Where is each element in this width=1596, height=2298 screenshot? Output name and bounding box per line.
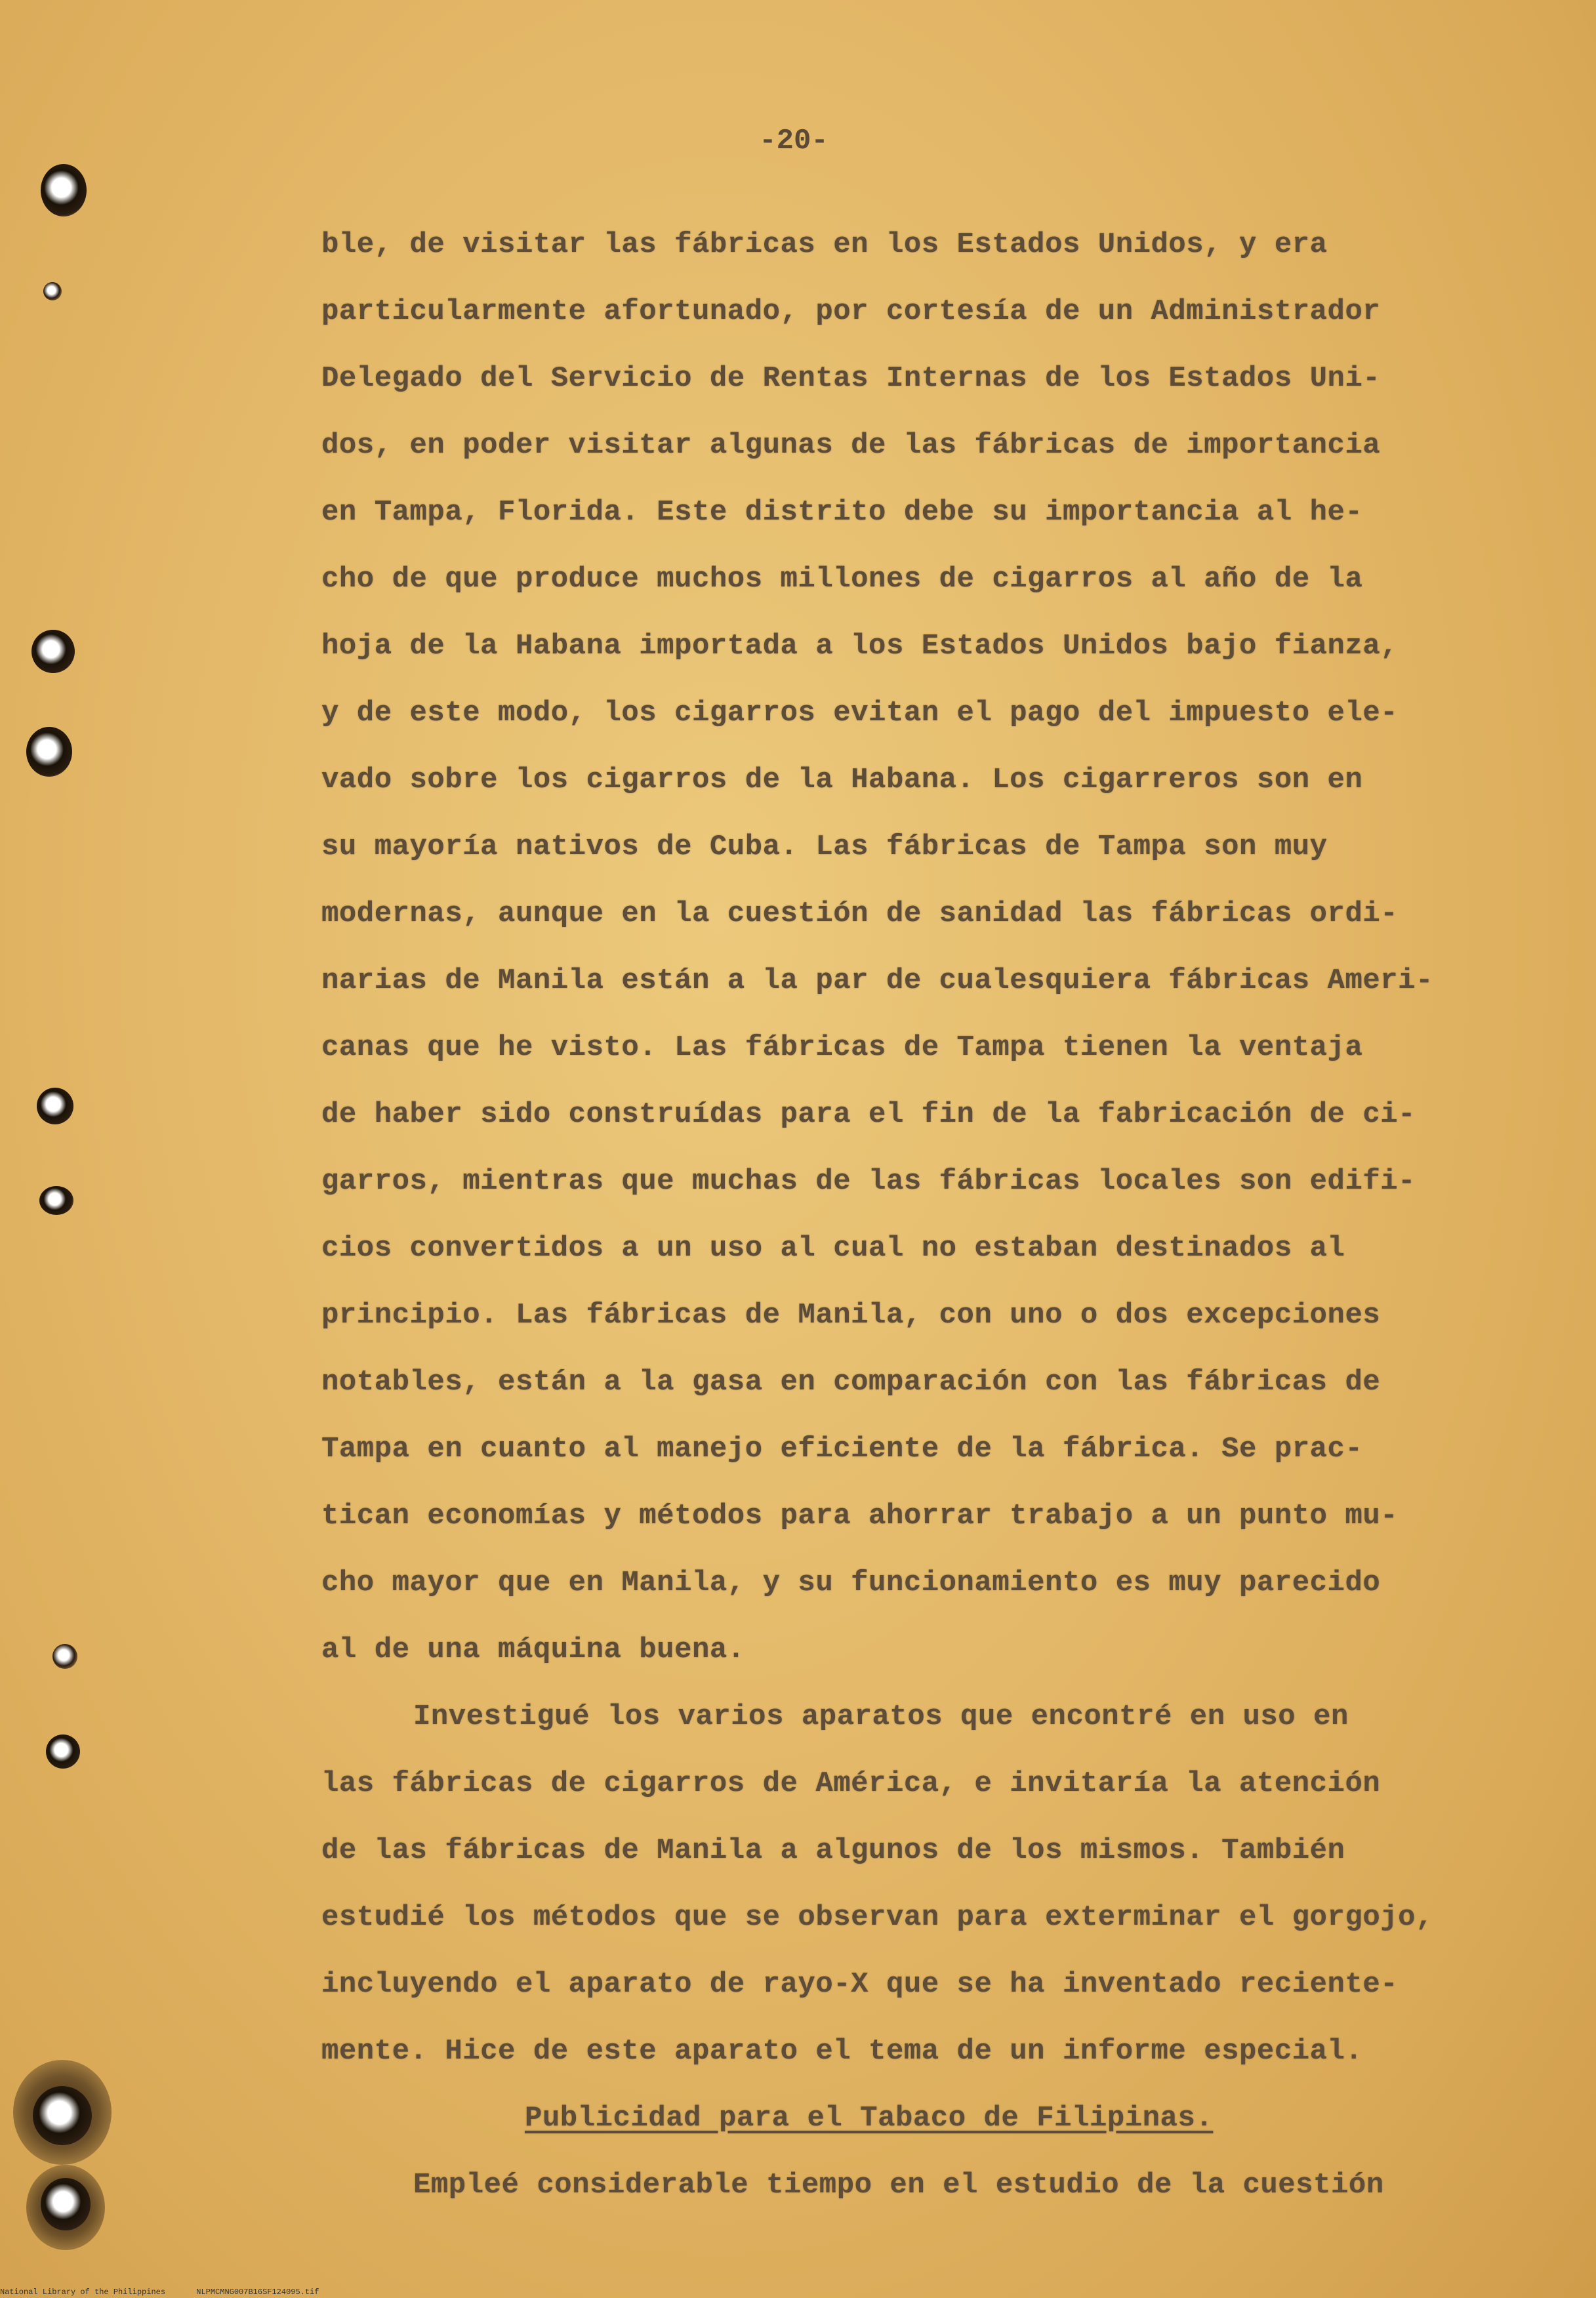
binder-hole — [33, 2086, 92, 2145]
binder-hole — [31, 630, 75, 673]
page-number: -20- — [759, 125, 829, 157]
text-line: cho mayor que en Manila, y su funcionamiento es muy parecido — [321, 1567, 1381, 1599]
text-line: canas que he visto. Las fábricas de Tampa tienen la ventaja — [321, 1031, 1363, 1064]
text-line: ble, de visitar las fábricas en los Estados Unidos, y era — [321, 228, 1328, 261]
text-line: notables, están a la gasa en comparación con las fábricas de — [321, 1366, 1381, 1399]
text-line: vado sobre los cigarros de la Habana. Los cigarreros son en — [321, 764, 1363, 796]
binder-hole — [46, 1734, 80, 1769]
text-line: Empleé considerable tiempo en el estudio de la cuestión — [413, 2169, 1384, 2202]
binder-hole — [41, 164, 87, 216]
footer-file-id: NLPMCMNG007B16SF124095.tif — [196, 2288, 319, 2297]
binder-hole — [43, 282, 62, 300]
footer — [0, 2288, 345, 2297]
binder-hole — [52, 1644, 77, 1669]
text-line: cios convertidos a un uso al cual no estaban destinados al — [321, 1232, 1345, 1265]
text-line: hoja de la Habana importada a los Estados Unidos bajo fianza, — [321, 630, 1399, 663]
text-line: al de una máquina buena. — [321, 1633, 745, 1666]
section-heading: Publicidad para el Tabaco de Filipinas. — [525, 2102, 1214, 2135]
text-line: narias de Manila están a la par de cualesquiera fábricas Ameri- — [321, 964, 1433, 997]
text-line: de las fábricas de Manila a algunos de los mismos. También — [321, 1834, 1345, 1867]
text-line: tican economías y métodos para ahorrar trabajo a un punto mu- — [321, 1500, 1399, 1532]
text-line: mente. Hice de este aparato el tema de un informe especial. — [321, 2035, 1363, 2068]
text-line: estudié los métodos que se observan para exterminar el gorgojo, — [321, 1901, 1433, 1934]
binder-hole — [26, 727, 72, 777]
text-line: de haber sido construídas para el fin de la fabricación de ci- — [321, 1098, 1416, 1131]
text-line: dos, en poder visitar algunas de las fábricas de importancia — [321, 429, 1381, 462]
binder-hole — [37, 1088, 73, 1124]
footer-institution: National Library of the Philippines — [0, 2288, 166, 2297]
text-line: garros, mientras que muchas de las fábricas locales son edifi- — [321, 1165, 1416, 1198]
text-line: principio. Las fábricas de Manila, con uno o dos excepciones — [321, 1299, 1381, 1332]
text-line: y de este modo, los cigarros evitan el pago del impuesto ele- — [321, 697, 1399, 729]
text-line: Investigué los varios aparatos que encontré en uso en — [413, 1700, 1349, 1733]
text-line: las fábricas de cigarros de América, e invitaría la atención — [321, 1767, 1381, 1800]
binder-hole — [39, 1186, 73, 1215]
text-line: incluyendo el aparato de rayo-X que se ha inventado reciente- — [321, 1968, 1399, 2001]
text-line: en Tampa, Florida. Este distrito debe su importancia al he- — [321, 496, 1363, 529]
text-line: su mayoría nativos de Cuba. Las fábricas de Tampa son muy — [321, 831, 1328, 863]
text-line: Tampa en cuanto al manejo eficiente de la fábrica. Se prac- — [321, 1433, 1363, 1466]
text-line: cho de que produce muchos millones de cigarros al año de la — [321, 563, 1363, 596]
binder-hole — [41, 2178, 91, 2230]
body-text — [321, 211, 1433, 2219]
text-line: modernas, aunque en la cuestión de sanidad las fábricas ordi- — [321, 897, 1399, 930]
text-line: Delegado del Servicio de Rentas Internas de los Estados Uni- — [321, 362, 1381, 395]
text-line: particularmente afortunado, por cortesía de un Administrador — [321, 295, 1381, 328]
